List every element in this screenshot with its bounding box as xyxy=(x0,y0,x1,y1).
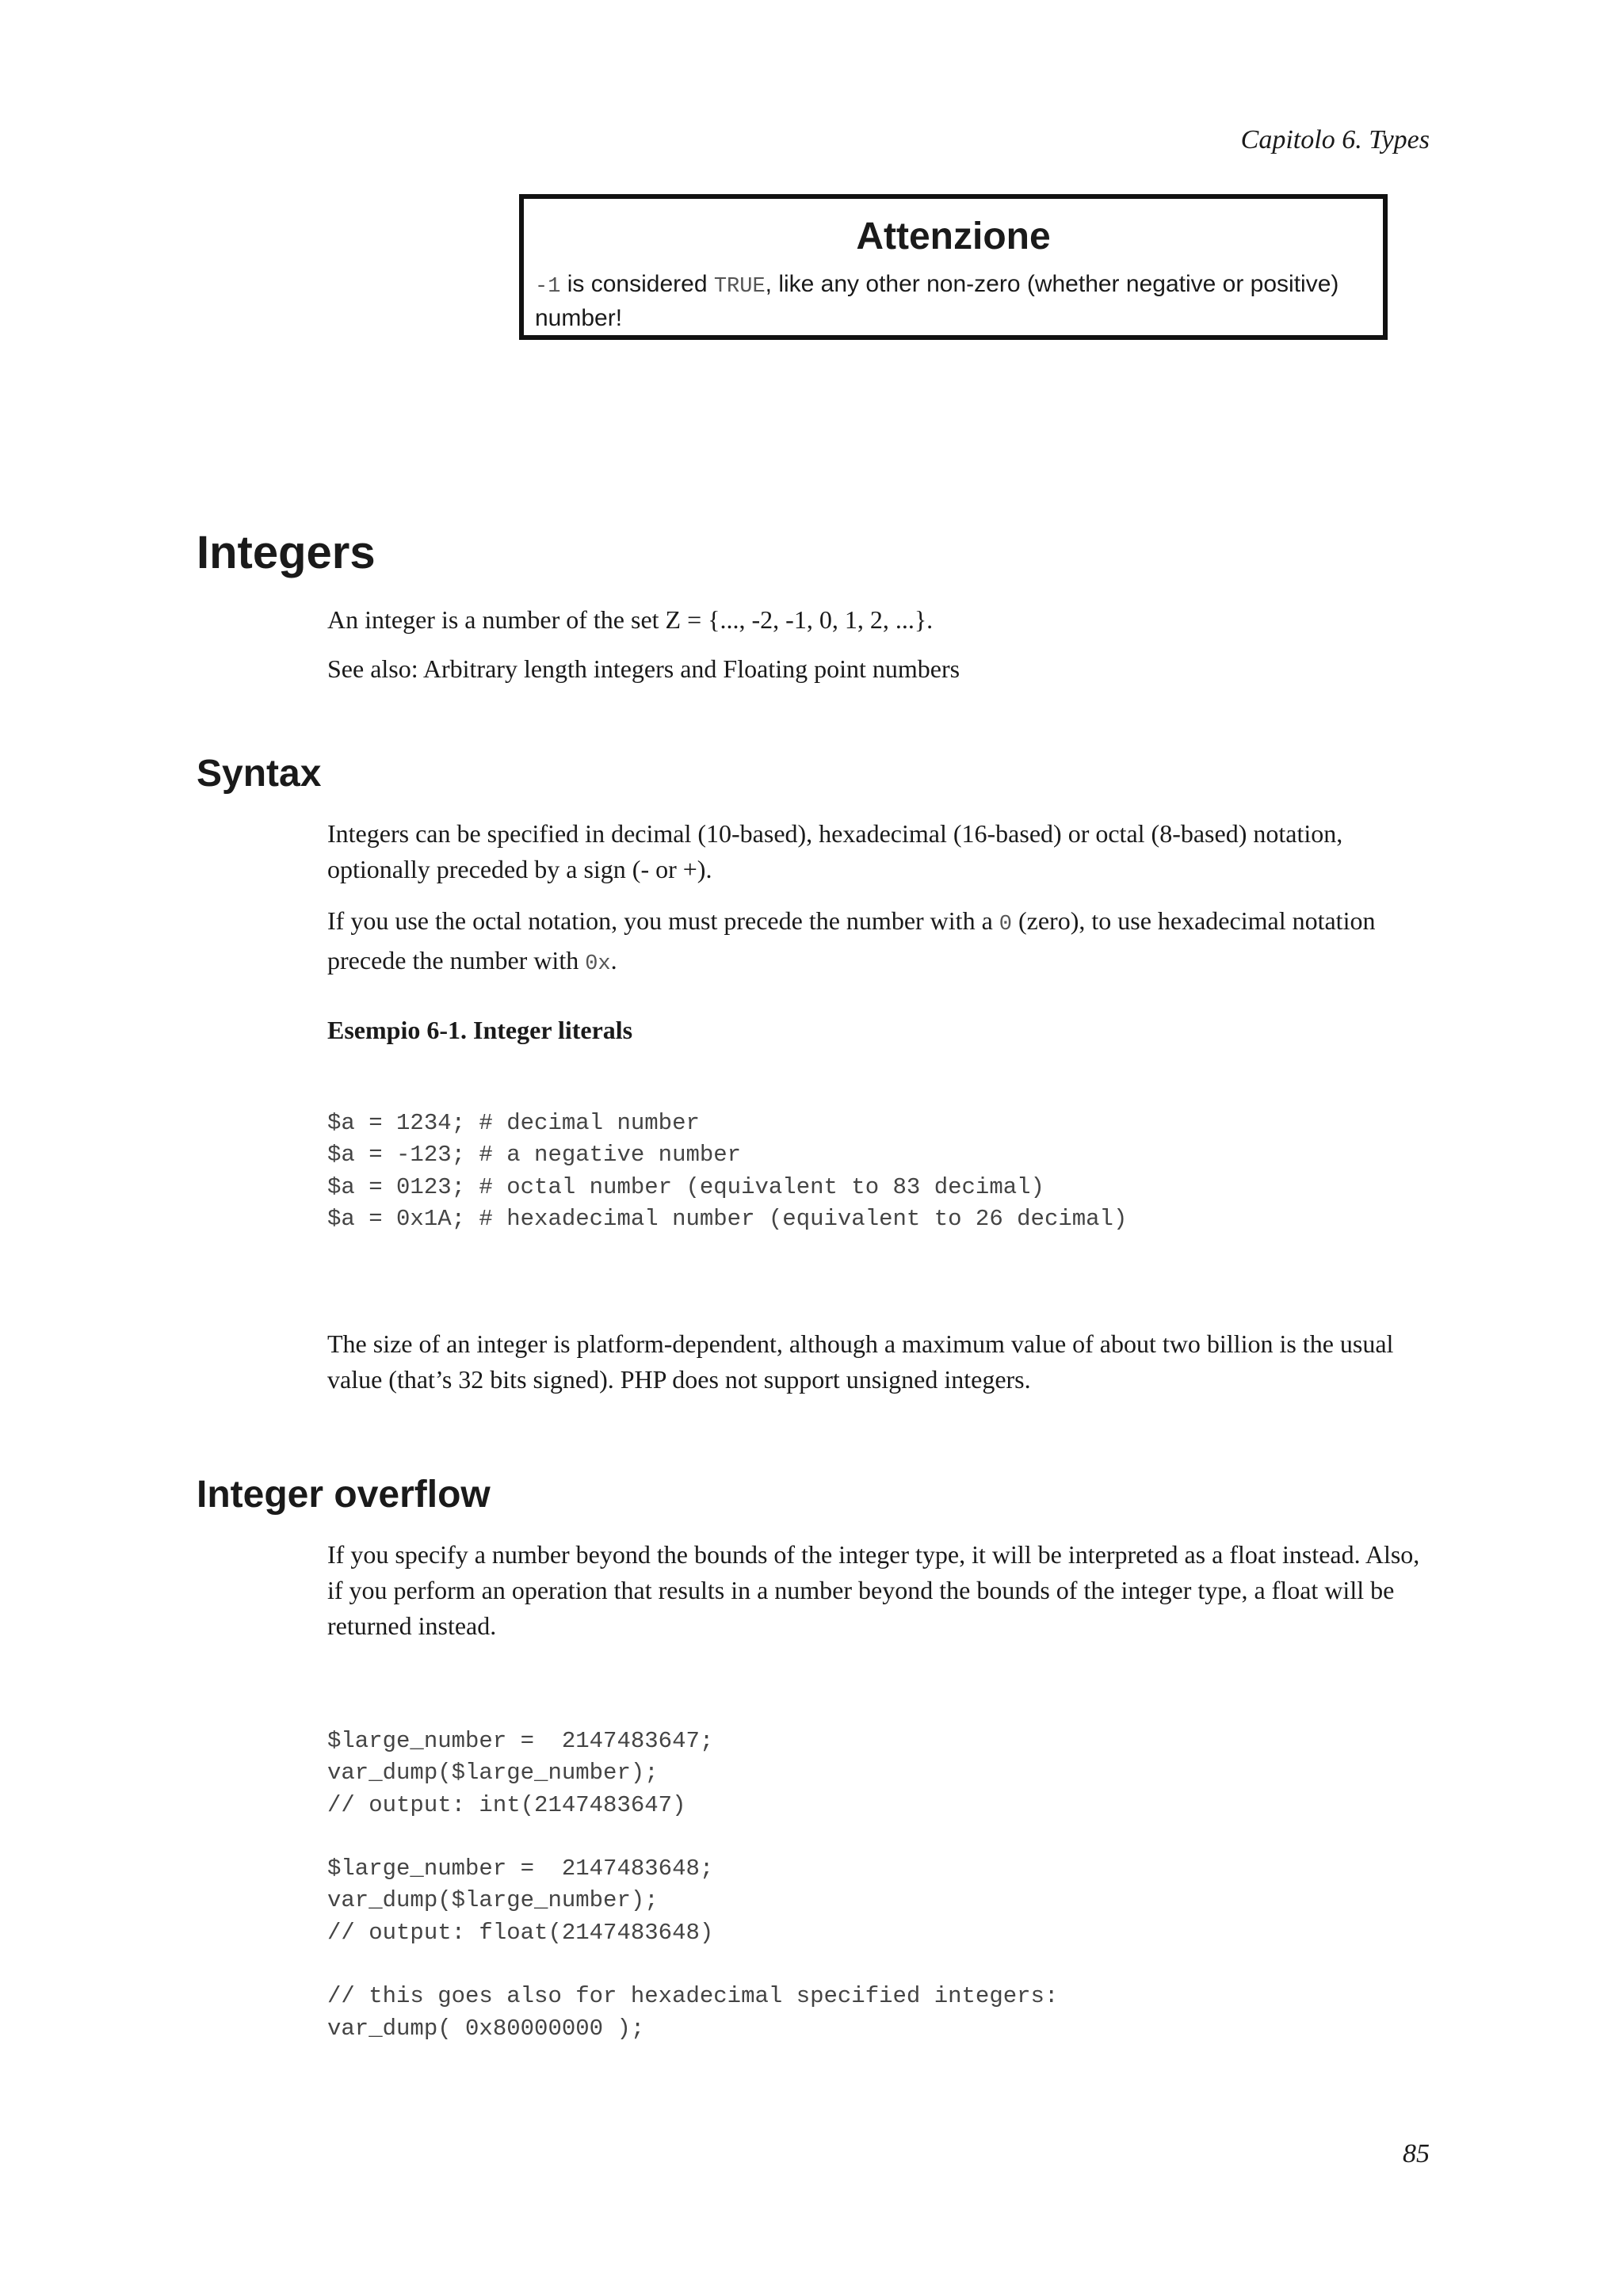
syntax-paragraph-1: Integers can be specified in decimal (10-based), hexadecimal (16-based) or octal (8-based) notation, optionally preceded by a sign (- or +). xyxy=(327,819,1343,883)
syntax-paragraph-2-text-c: . xyxy=(610,946,617,974)
warning-box xyxy=(519,194,1388,340)
syntax-heading: Syntax xyxy=(197,753,322,795)
integers-heading: Integers xyxy=(197,527,376,578)
warning-text-part-1: is considered xyxy=(560,271,714,297)
syntax-paragraph-2-text-b: (zero), to use hexadecimal notation precede the number with xyxy=(327,906,1376,974)
integers-paragraph-1: An integer is a number of the set Z = {..., -2, -1, 0, 1, 2, ...}. xyxy=(327,605,934,634)
integer-overflow-heading: Integer overflow xyxy=(197,1474,491,1516)
integers-paragraph-2: See also: Arbitrary length integers and Floating point numbers xyxy=(327,654,960,683)
syntax-paragraph-3: The size of an integer is platform-dependent, although a maximum value of about two billion is the usual value (that’s 32 bits signed). PHP does not support unsigned integers. xyxy=(327,1329,1394,1394)
warning-title: Attenzione xyxy=(856,215,1051,257)
syntax-paragraph-2-text-a: If you use the octal notation, you must precede the number with a xyxy=(327,906,999,935)
syntax-paragraph-2 xyxy=(327,903,1429,982)
running-header: Capitolo 6. Types xyxy=(1240,125,1430,154)
integer-overflow-code-block: $large_number = 2147483647; var_dump($large_number); // output: int(2147483647) $large_number = 2147483648; var_dump($large_number); // output: float(2147483648) // this goes also for hexadecimal specified integers: var_dump( 0x80000000 ); xyxy=(327,1728,1059,2042)
warning-text xyxy=(535,269,1372,334)
warning-text-part-2: , like any other non-zero (whether negative or positive) number! xyxy=(535,271,1339,331)
warning-code-value: -1 xyxy=(535,275,561,299)
overflow-paragraph-1: If you specify a number beyond the bounds of the integer type, it will be interpreted as a float instead. Also, if you perform an operation that results in a number beyond the bounds of the integer type, a float will be returned instead. xyxy=(327,1540,1420,1640)
warning-code-true: TRUE xyxy=(713,275,766,299)
page-number: 85 xyxy=(1403,2139,1430,2168)
code-zero: 0 xyxy=(999,913,1012,936)
example-title: Esempio 6-1. Integer literals xyxy=(327,1016,633,1044)
integer-literals-code-block: $a = 1234; # decimal number $a = -123; # a negative number $a = 0123; # octal number (equivalent to 83 decimal) $a = 0x1A; # hexadecimal number (equivalent to 26 decimal) xyxy=(327,1110,1128,1232)
code-hex-prefix: 0x xyxy=(585,952,611,976)
